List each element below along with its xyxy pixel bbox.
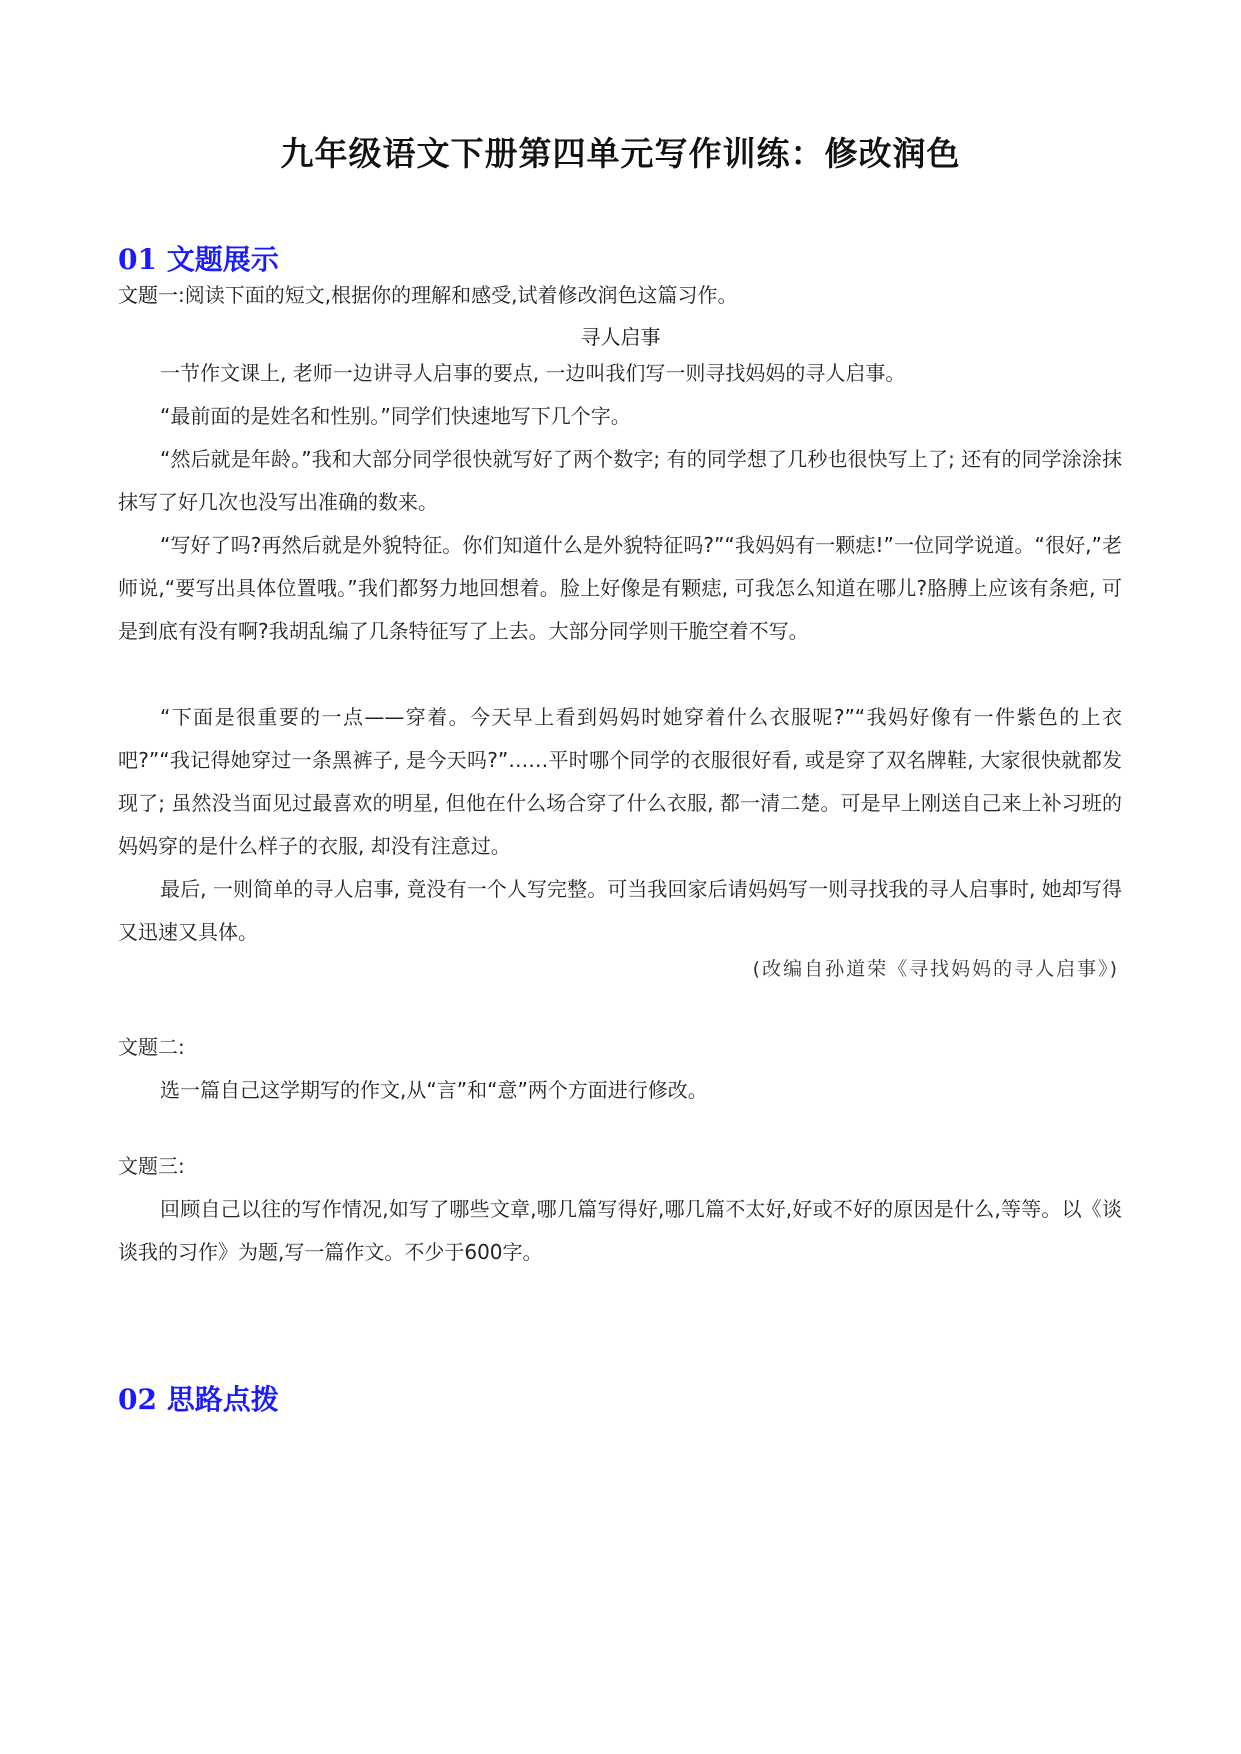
section-heading-topics: 01 文题展示 xyxy=(118,243,279,276)
essay-paragraph: “写好了吗?再然后就是外貌特征。你们知道什么是外貌特征吗?”“我妈妈有一颗痣!”一位同学说道。“很好,”老师说,“要写出具体位置哦。”我们都努力地回想着。脸上好像是有颗痣, 可我怎么知道在哪儿?胳膊上应该有条疤, 可是到底有没有啊?我胡乱编了几条特征写了上去。大部分同学则干脆空着不写。 xyxy=(118,533,1122,643)
essay-source: (改编自孙道荣《寻找妈妈的寻人启事》) xyxy=(752,958,1119,980)
topic2-label: 文题二: xyxy=(118,1035,185,1059)
essay-paragraph: 最后, 一则简单的寻人启事, 竟没有一个人写完整。可当我回家后请妈妈写一则寻找我的寻人启事时, 她却写得又迅速又具体。 xyxy=(118,877,1122,944)
topic2-text: 选一篇自己这学期写的作文,从“言”和“意”两个方面进行修改。 xyxy=(160,1078,708,1102)
essay-paragraph: “然后就是年龄。”我和大部分同学很快就写好了两个数字; 有的同学想了几秒也很快写上了; 还有的同学涂涂抹抹写了好几次也没写出准确的数来。 xyxy=(118,447,1122,514)
page-title: 九年级语文下册第四单元写作训练：修改润色 xyxy=(280,134,961,173)
essay-paragraph: “最前面的是姓名和性别。”同学们快速地写下几个字。 xyxy=(160,404,631,428)
topic1-label: 文题一 xyxy=(118,283,178,307)
topic1-instruction xyxy=(118,274,1122,317)
section-heading-approach: 02 思路点拨 xyxy=(118,1383,279,1416)
essay-paragraph: “下面是很重要的一点——穿着。今天早上看到妈妈时她穿着什么衣服呢?”“我妈好像有一件紫色的上衣吧?”“我记得她穿过一条黑裤子, 是今天吗?”……平时哪个同学的衣服很好看, 或是穿了双名牌鞋, 大家很快就都发现了; 虽然没当面见过最喜欢的明星, 但他在什么场合穿了什么衣服, 都一清二楚。可是早上刚送自己来上补习班的妈妈穿的是什么样子的衣服, 却没有注意过。 xyxy=(118,705,1122,858)
topic3-label: 文题三: xyxy=(118,1154,185,1178)
topic3-text: 回顾自己以往的写作情况,如写了哪些文章,哪几篇写得好,哪几篇不太好,好或不好的原因是什么,等等。以《谈谈我的习作》为题,写一篇作文。不少于600字。 xyxy=(118,1197,1122,1264)
essay-paragraph: 一节作文课上, 老师一边讲寻人启事的要点, 一边叫我们写一则寻找妈妈的寻人启事。 xyxy=(160,361,906,385)
topic1-instruction-text: :阅读下面的短文,根据你的理解和感受,试着修改润色这篇习作。 xyxy=(178,283,738,307)
essay-title: 寻人启事 xyxy=(580,325,661,349)
